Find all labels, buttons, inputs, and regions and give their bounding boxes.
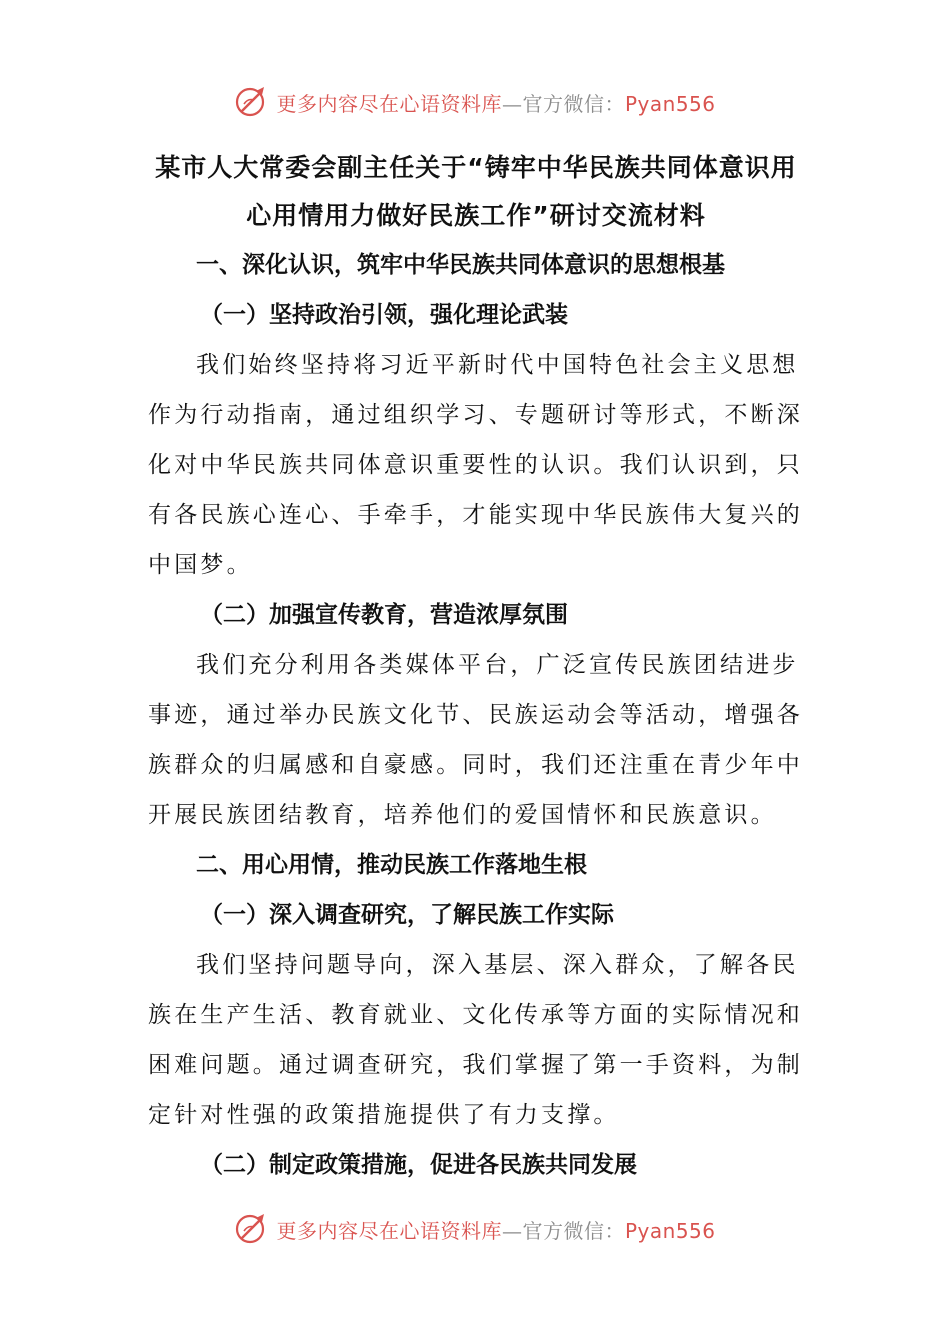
paragraph-line: 有各民族心连心、手牵手，才能实现中华民族伟大复兴的: [148, 502, 803, 528]
watermark-text: [276, 88, 715, 117]
section-heading-2: 二、用心用情，推动民族工作落地生根: [196, 852, 587, 878]
paragraph-line: 作为行动指南，通过组织学习、专题研讨等形式，不断深: [148, 402, 803, 428]
subsection-heading-2-2: （二）制定政策措施，促进各民族共同发展: [200, 1152, 637, 1178]
watermark-main: 更多内容尽在心语资料库: [276, 91, 502, 116]
watermark-text: [276, 1215, 715, 1244]
subsection-heading-1-2: （二）加强宣传教育，营造浓厚氛围: [200, 602, 568, 628]
title-line-1: 某市人大常委会副主任关于“铸牢中华民族共同体意识用: [155, 153, 797, 182]
watermark-dash: —: [501, 1218, 523, 1243]
watermark-id: Pyan556: [624, 91, 716, 116]
title-line-2: 心用情用力做好民族工作”研讨交流材料: [246, 201, 706, 230]
section-heading-1: 一、深化认识，筑牢中华民族共同体意识的思想根基: [196, 252, 725, 278]
paragraph-line: 困难问题。通过调查研究，我们掌握了第一手资料，为制: [148, 1052, 803, 1078]
subsection-heading-2-1: （一）深入调查研究，了解民族工作实际: [200, 902, 614, 928]
subsection-heading-1-1: （一）坚持政治引领，强化理论武装: [200, 302, 568, 328]
watermark-main: 更多内容尽在心语资料库: [276, 1218, 502, 1243]
paragraph-line: 开展民族团结教育，培养他们的爱国情怀和民族意识。: [148, 802, 777, 828]
paragraph-line: 我们始终坚持将习近平新时代中国特色社会主义思想: [196, 352, 799, 378]
paragraph-line: 中国梦。: [148, 552, 253, 578]
document-body: [148, 144, 804, 1190]
paragraph-line: 事迹，通过举办民族文化节、民族运动会等活动，增强各: [148, 702, 803, 728]
paragraph-line: 化对中华民族共同体意识重要性的认识。我们认识到，只: [148, 452, 803, 478]
watermark-footer: [0, 1209, 950, 1249]
paragraph-line: 我们坚持问题导向，深入基层、深入群众，了解各民: [196, 952, 799, 978]
watermark-label: 官方微信：: [522, 1218, 625, 1243]
pen-logo-icon: [234, 84, 270, 120]
paragraph-line: 族群众的归属感和自豪感。同时，我们还注重在青少年中: [148, 752, 803, 778]
watermark-id: Pyan556: [624, 1218, 716, 1243]
paragraph-1-1: [148, 340, 804, 590]
paragraph-line: 族在生产生活、教育就业、文化传承等方面的实际情况和: [148, 1002, 803, 1028]
watermark-label: 官方微信：: [522, 91, 625, 116]
pen-logo-icon: [234, 1211, 270, 1247]
watermark-header: [0, 82, 950, 122]
paragraph-1-2: [148, 640, 804, 840]
paragraph-line: 我们充分利用各类媒体平台，广泛宣传民族团结进步: [196, 652, 799, 678]
watermark-dash: —: [501, 91, 523, 116]
document-title: [148, 144, 804, 240]
paragraph-2-1: [148, 940, 804, 1140]
paragraph-line: 定针对性强的政策措施提供了有力支撑。: [148, 1102, 620, 1128]
